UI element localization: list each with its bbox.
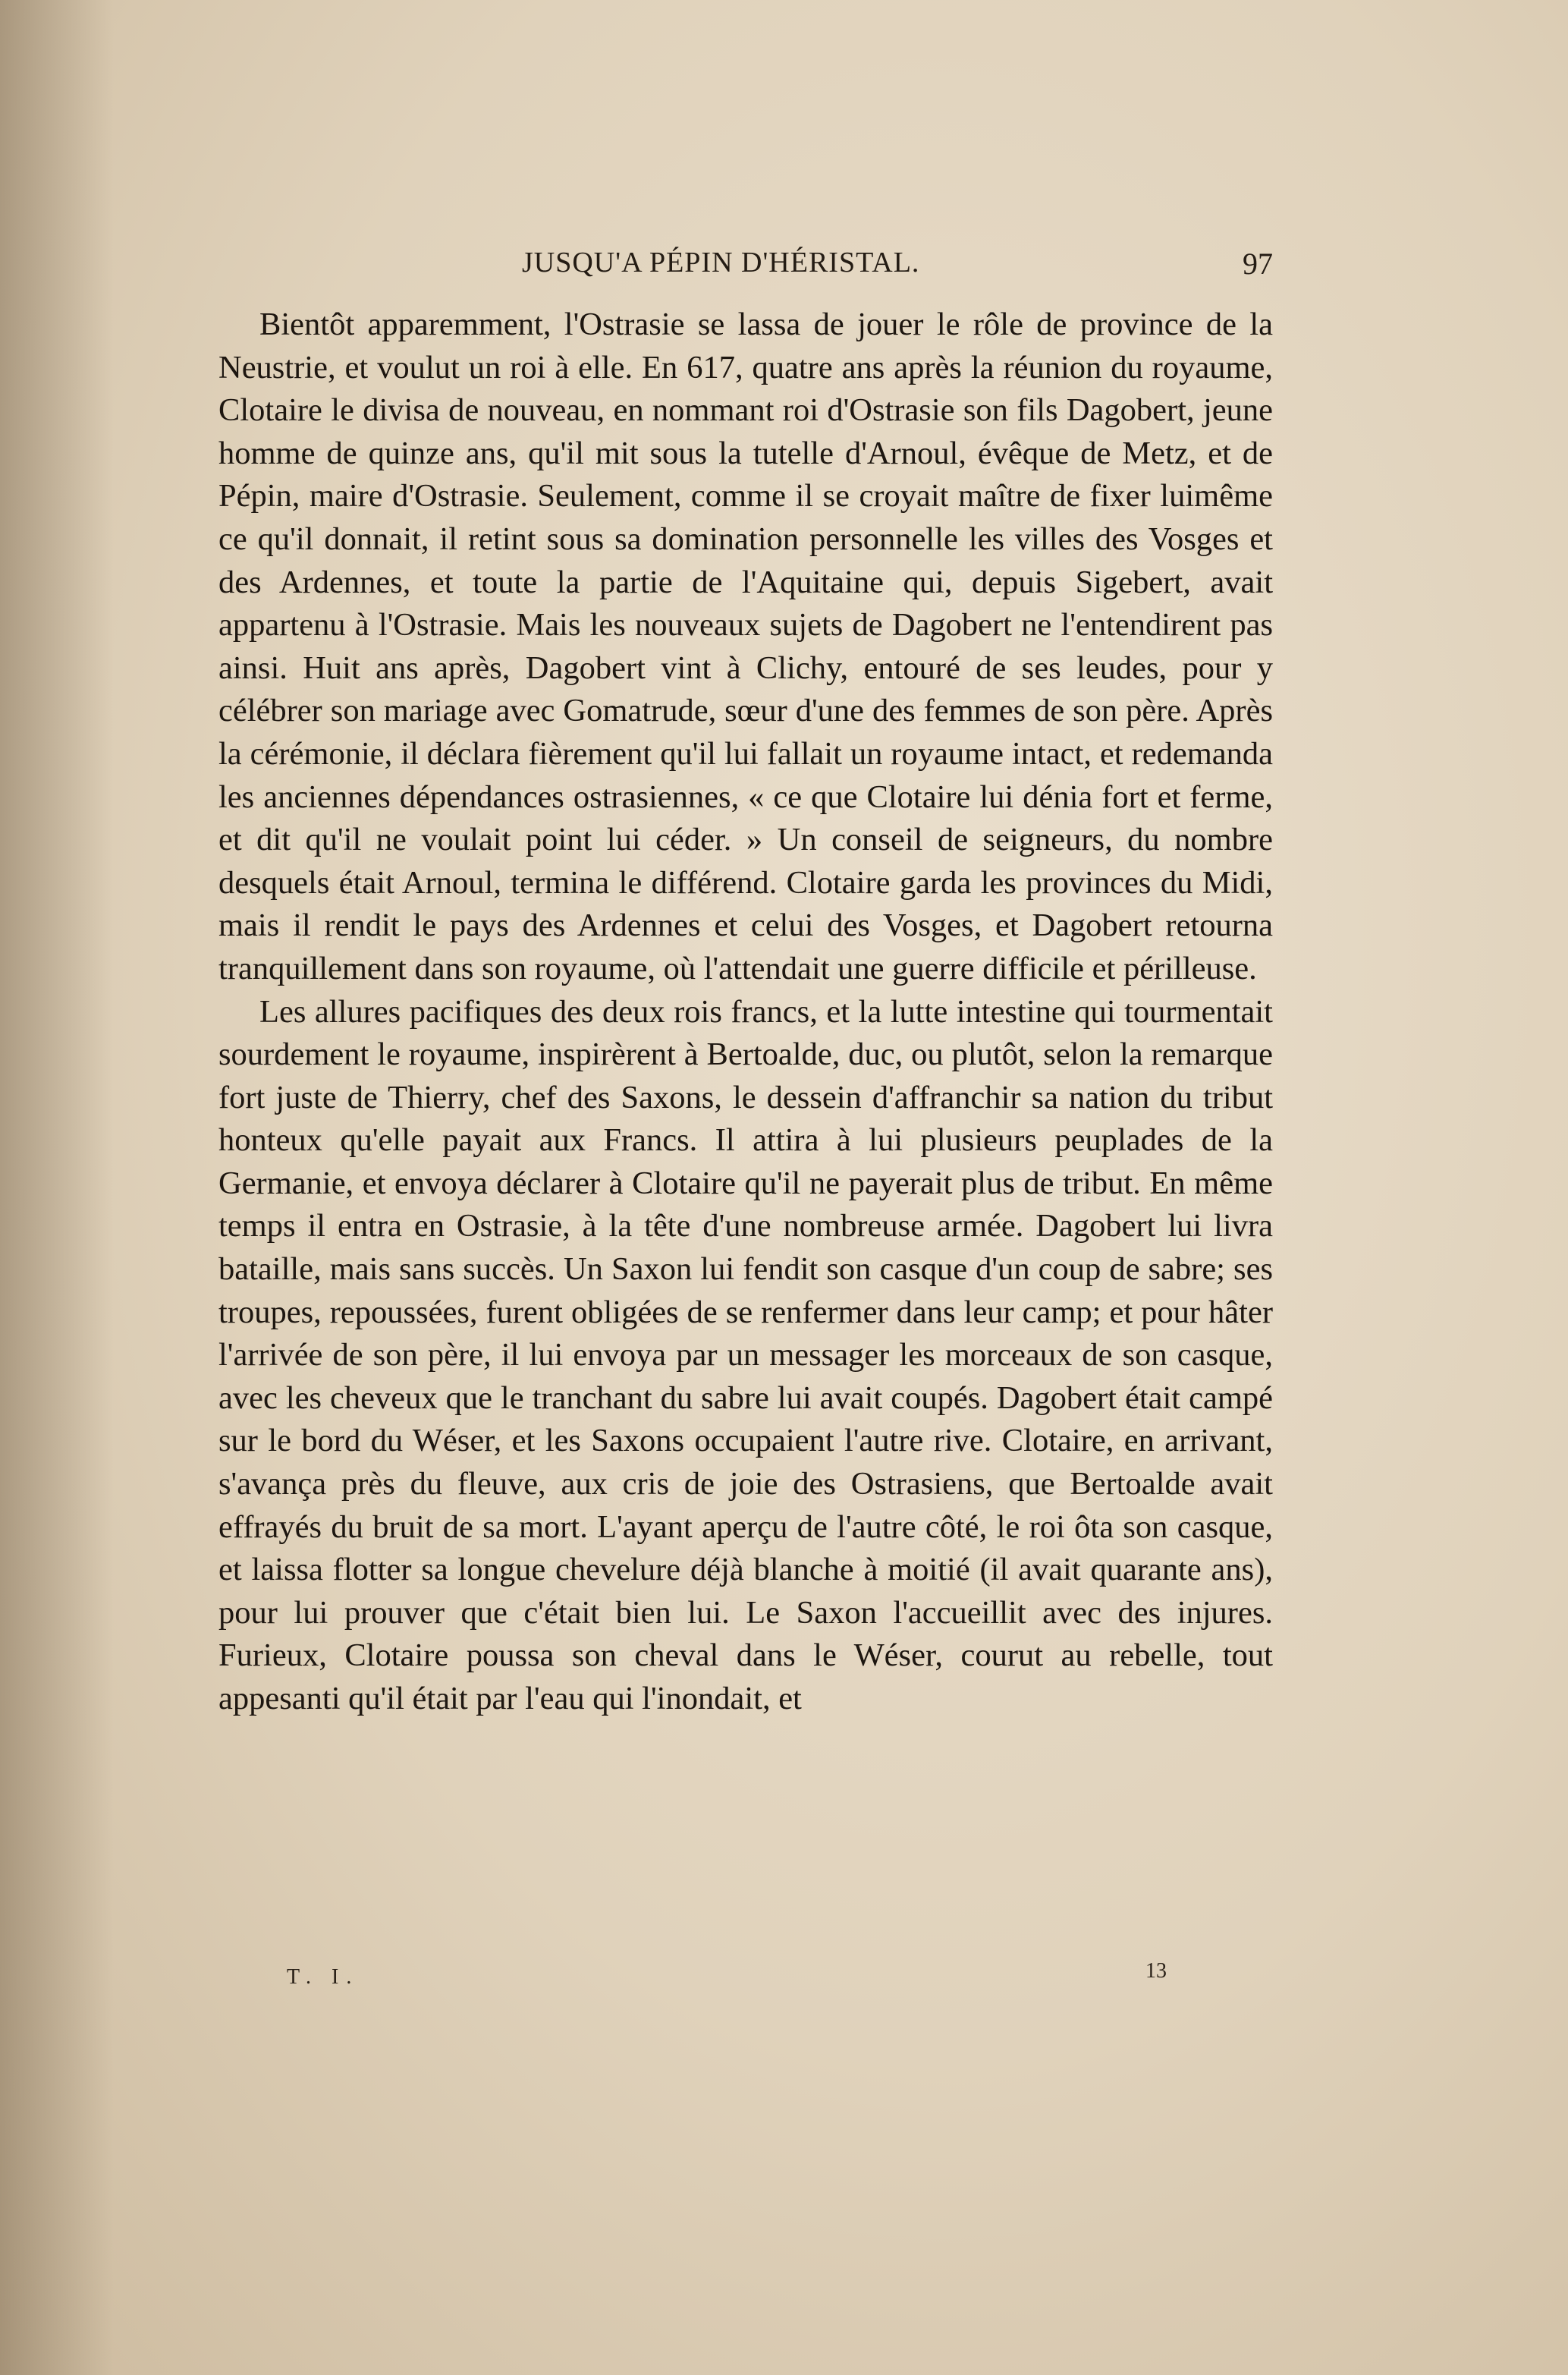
sheet-signature: 13 bbox=[1145, 1959, 1167, 1983]
page-footer bbox=[218, 1959, 1273, 2003]
running-head bbox=[218, 241, 1273, 287]
volume-signature: T. I. bbox=[287, 1965, 360, 1989]
running-head-title: JUSQU'A PÉPIN D'HÉRISTAL. bbox=[522, 247, 920, 278]
paragraph-1: Bientôt apparemment, l'Ostrasie se lassa de jouer le rôle de province de la Neustrie, et voulut un roi à elle. En 617, quatre ans après la réunion du royaume, Clotaire le divisa de nouveau, en nommant roi d'Ostrasie son fils Dagobert, jeune homme de quinze ans, qu'il mit sous la tutelle d'Arnoul, évêque de Metz, et de Pépin, maire d'Ostrasie. Seulement, comme il se croyait maître de fixer luimême ce qu'il donnait, il retint sous sa domination personnelle les villes des Vosges et des Ardennes, et toute la partie de l'Aquitaine qui, depuis Sigebert, avait appartenu à l'Ostrasie. Mais les nouveaux sujets de Dagobert ne l'entendirent pas ainsi. Huit ans après, Dagobert vint à Clichy, entouré de ses leudes, pour y célébrer son mariage avec Gomatrude, sœur d'une des femmes de son père. Après la cérémonie, il déclara fièrement qu'il lui fallait un royaume intact, et redemanda les anciennes dépendances ostrasiennes, « ce que Clotaire lui dénia fort et ferme, et dit qu'il ne voulait point lui céder. » Un conseil de seigneurs, du nombre desquels était Arnoul, termina le différend. Clotaire garda les provinces du Midi, mais il rendit le pays des Ardennes et celui des Vosges, et Dagobert retourna tranquillement dans son royaume, où l'attendait une guerre difficile et périlleuse. bbox=[218, 307, 1273, 986]
body-text bbox=[218, 304, 1273, 1721]
paragraph-2: Les allures pacifiques des deux rois francs, et la lutte intestine qui tourmentait sourdement le royaume, inspirèrent à Bertoalde, duc, ou plutôt, selon la remarque fort juste de Thierry, chef des Saxons, le dessein d'affranchir sa nation du tribut honteux qu'elle payait aux Francs. Il attira à lui plusieurs peuplades de la Germanie, et envoya déclarer à Clotaire qu'il ne payerait plus de tribut. En même temps il entra en Ostrasie, à la tête d'une nombreuse armée. Dagobert lui livra bataille, mais sans succès. Un Saxon lui fendit son casque d'un coup de sabre; ses troupes, repoussées, furent obligées de se renfermer dans leur camp; et pour hâter l'arrivée de son père, il lui envoya par un messager les morceaux de son casque, avec les cheveux que le tranchant du sabre lui avait coupés. Dagobert était campé sur le bord du Wéser, et les Saxons occupaient l'autre rive. Clotaire, en arrivant, s'avança près du fleuve, aux cris de joie des Ostrasiens, que Bertoalde avait effrayés du bruit de sa mort. L'ayant aperçu de l'autre côté, le roi ôta son casque, et laissa flotter sa longue chevelure déjà blanche à moitié (il avait quarante ans), pour lui prouver que c'était bien lui. Le Saxon l'accueillit avec des injures. Furieux, Clotaire poussa son cheval dans le Wéser, courut au rebelle, tout appesanti qu'il était par l'eau qui l'inondait, et bbox=[218, 993, 1273, 1716]
page-number: 97 bbox=[1243, 247, 1273, 281]
